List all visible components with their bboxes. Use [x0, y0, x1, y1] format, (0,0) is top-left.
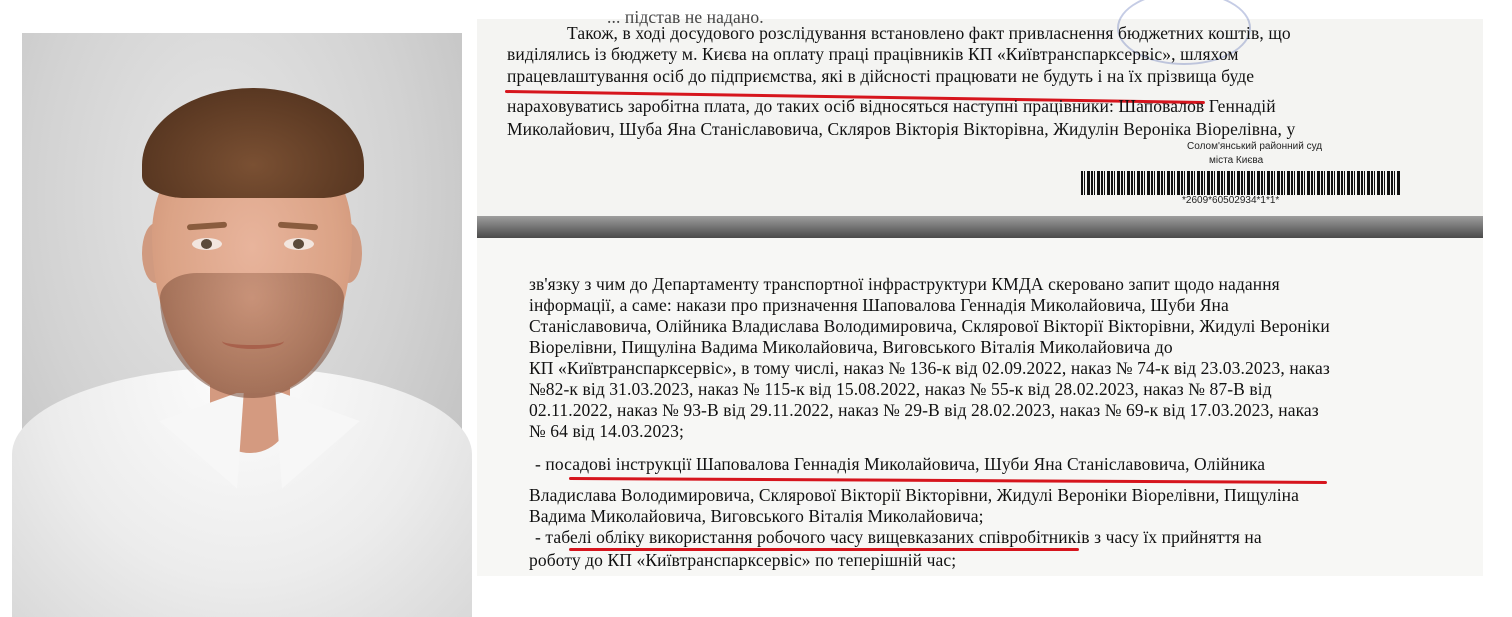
top-fragment-line: ... підстав не надано. [607, 7, 764, 27]
doc2-line-2: інформації, а саме: накази про призначення Шаповалова Геннадія Миколайовича, Шуби Яна [529, 295, 1229, 315]
document-scan-top [477, 7, 1483, 216]
doc2-line-11: Вадима Миколайовича, Виговського Віталія Миколайовича; [529, 506, 984, 526]
barcode-number: *2609*60502934*1*1* [1182, 195, 1280, 206]
right-eye [284, 238, 314, 250]
red-underline-2 [569, 477, 1327, 484]
doc2-line-3: Станіславовича, Олійника Владислава Володимировича, Склярової Вікторії Вікторівни, Жидулі Вероніки [529, 316, 1330, 336]
hair [142, 88, 364, 198]
mouth [222, 333, 284, 349]
doc2-line-7: 02.11.2022, наказ № 93-В від 29.11.2022, наказ № 29-В від 28.02.2023, наказ № 69-к від 17.03.2023, наказ [529, 400, 1319, 420]
doc2-line-5: КП «Київтранспарксервіс», в тому числі, наказ № 136-к від 02.09.2022, наказ № 74-к від 23.03.2023, наказ [529, 358, 1330, 378]
court-name-line1: Солом'янський районний суд [1187, 141, 1323, 152]
doc2-line-4: Віорелівни, Пищуліна Вадима Миколайовича, Виговського Віталія Миколайовича до [529, 337, 1173, 357]
doc2-line-9: - посадові інструкції Шаповалова Геннадія Миколайовича, Шуби Яна Станіславовича, Олійника [535, 454, 1266, 474]
portrait-photo [22, 33, 462, 577]
doc2-line-8: № 64 від 14.03.2023; [529, 421, 684, 441]
doc2-line-12: - табелі обліку використання робочого часу вищевказаних співробітників з часу їх прийняття на [535, 527, 1262, 547]
doc2-line-10: Владислава Володимировича, Склярової Вікторії Вікторівни, Жидулі Вероніки Віорелівни, Пищуліна [529, 485, 1299, 505]
doc1-line-4: нараховуватись заробітна плата, до таких осіб відносяться наступні працівники: Шаповалов Геннадій [507, 96, 1276, 116]
left-eye [192, 238, 222, 250]
court-name-line2: міста Києва [1209, 155, 1264, 166]
scan-divider [477, 216, 1483, 238]
doc1-line-3: працевлаштування осіб до підприємства, які в дійсності працювати не будуть і на їх прізвища буде [507, 66, 1255, 86]
doc1-line-2: виділялись із бюджету м. Києва на оплату праці працівників КП «Київтранспарксервіс», шляхом [507, 44, 1239, 64]
doc2-line-13: роботу до КП «Київтранспарксервіс» по теперішній час; [529, 550, 957, 570]
document-scan-bottom [477, 238, 1483, 576]
document-barcode [1081, 171, 1401, 195]
doc1-line-1: Також, в ході досудового розслідування встановлено факт привласнення бюджетних коштів, що [567, 23, 1291, 43]
doc1-line-5: Миколайович, Шуба Яна Станіславовича, Скляров Вікторія Вікторівна, Жидулін Вероніка Віорелівна, у [507, 119, 1296, 139]
doc2-line-6: №82-к від 31.03.2023, наказ № 115-к від 15.08.2022, наказ № 55-к від 28.02.2023, наказ № 87-В від [529, 379, 1272, 399]
doc2-line-1: зв'язку з чим до Департаменту транспортної інфраструктури КМДА скеровано запит щодо надання [529, 274, 1280, 294]
